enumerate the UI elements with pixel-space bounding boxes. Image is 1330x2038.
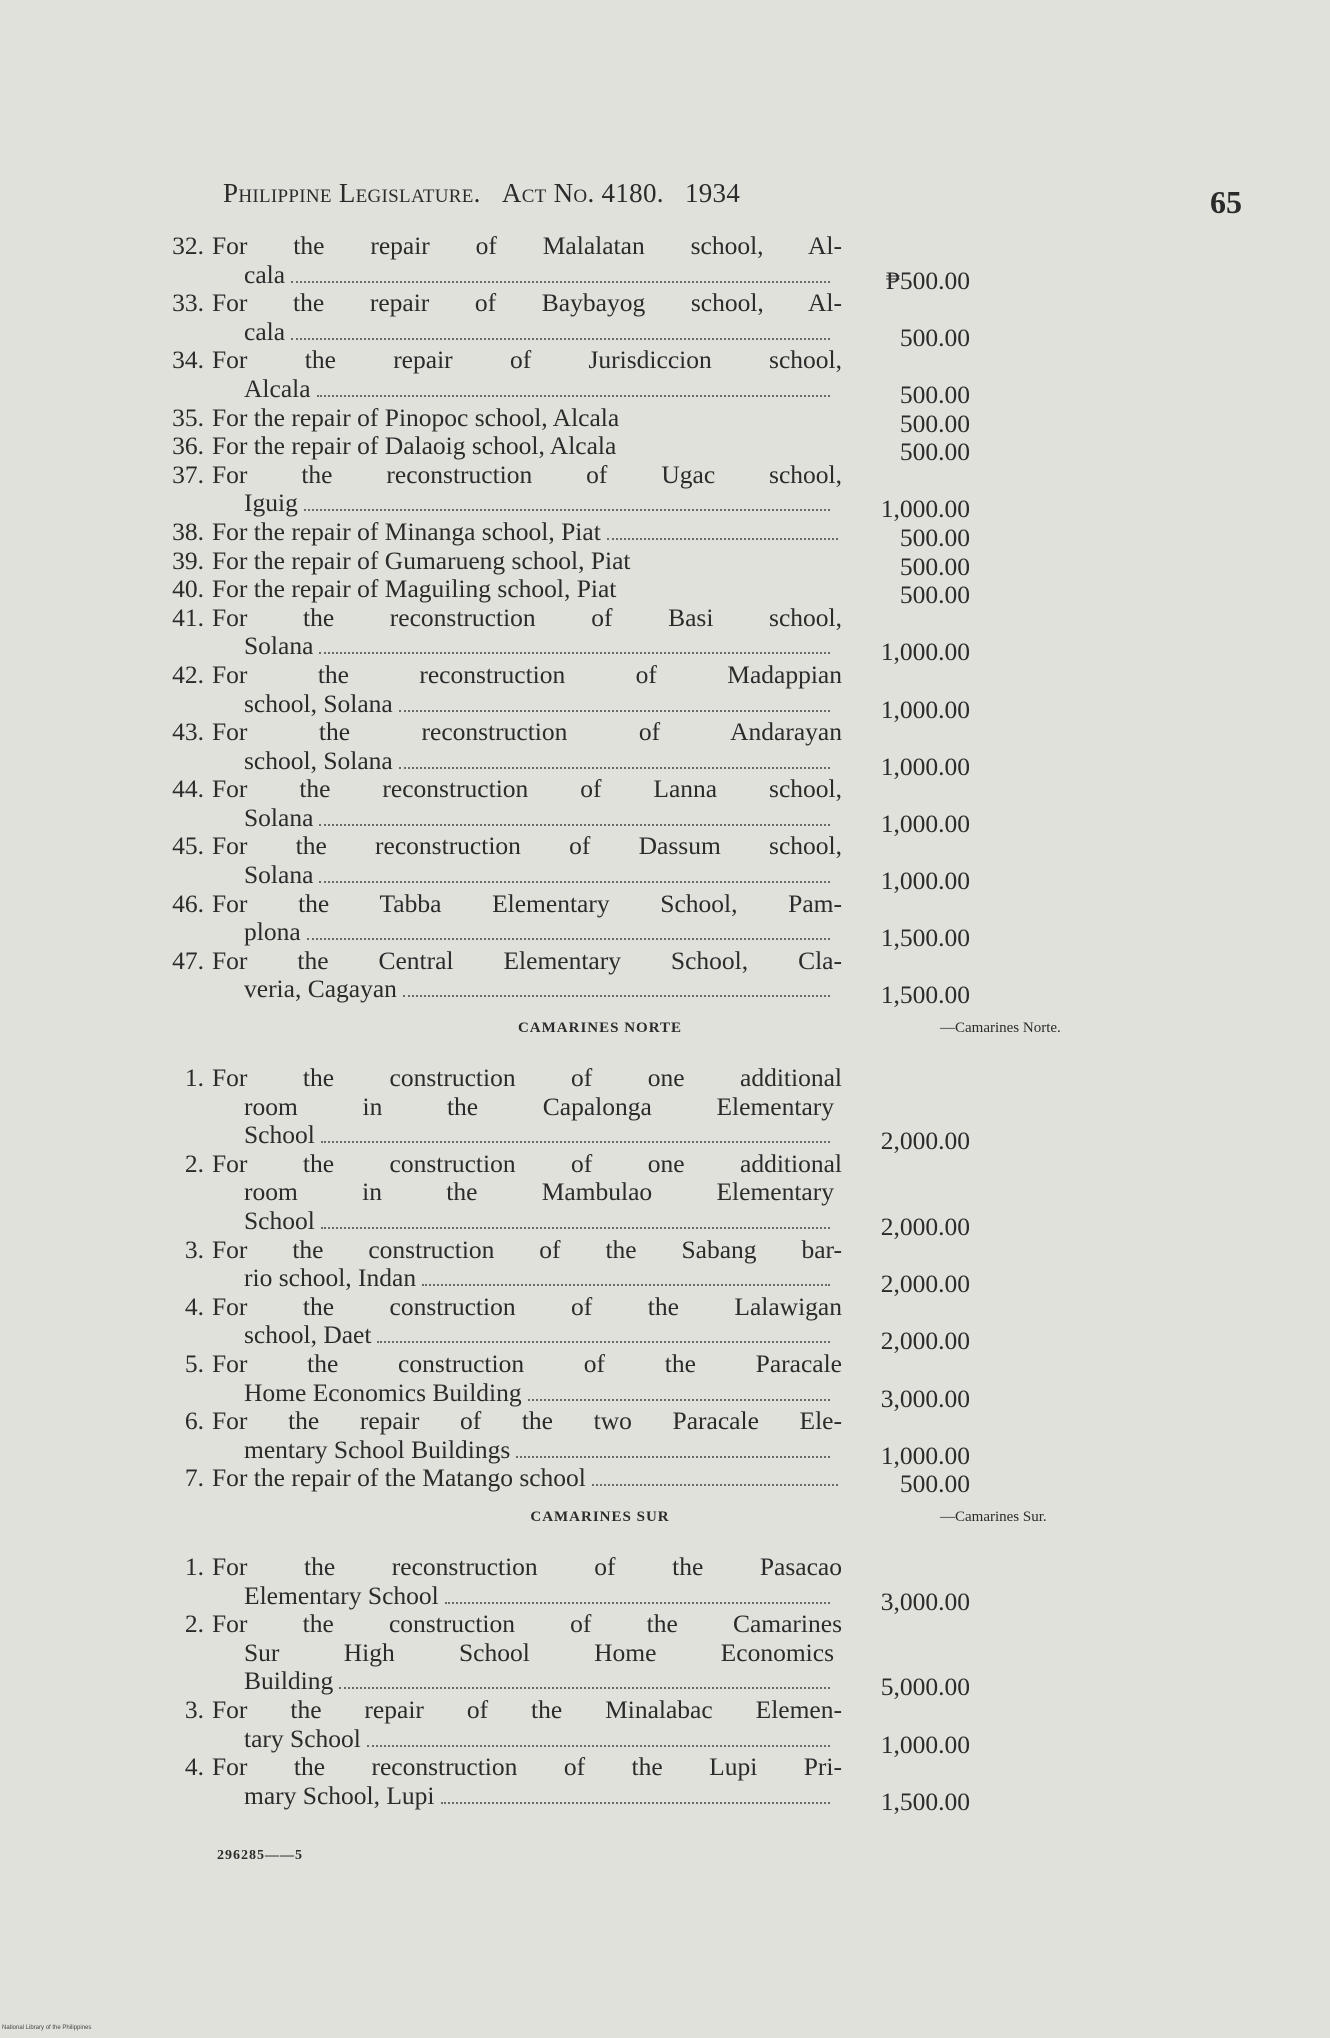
entry-text: room in the Mambulao Elementary (244, 1178, 834, 1207)
dot-leader (317, 395, 830, 397)
dot-leader (321, 1141, 830, 1143)
dot-leader (516, 1456, 830, 1458)
entry-text-line: mentary School Buildings (244, 1435, 511, 1464)
entry-text: For the construction of the Camarines (212, 1610, 842, 1639)
entry-text (244, 318, 834, 347)
entry-text (244, 1582, 834, 1611)
entry-amount: 500.00 (899, 522, 970, 552)
entry-text (244, 1207, 834, 1236)
entry-text-line: school, Solana (244, 746, 393, 775)
printer-code: 296285——5 (217, 1848, 303, 1863)
entry-text-line: For the repair of the Matango school (212, 1464, 586, 1493)
entry-text (244, 1264, 834, 1293)
running-header (223, 178, 740, 209)
entry-number: 40. (172, 574, 204, 604)
entry-amount: 500.00 (899, 1469, 970, 1499)
dot-leader (291, 281, 830, 283)
entry-number: 1. (184, 1063, 204, 1093)
entry-amount: 1,000.00 (880, 866, 970, 896)
section-heading-block (150, 1493, 1047, 1553)
appropriation-entry (150, 831, 970, 896)
library-credit: National Library of the Philippines (2, 2025, 92, 2031)
appropriation-list (150, 231, 1061, 1816)
entry-number: 42. (172, 659, 204, 689)
entry-amount: 500.00 (899, 551, 970, 581)
header-year: 1934 (684, 178, 741, 208)
entry-amount: 1,500.00 (880, 1786, 970, 1816)
entry-text: For the repair of Baybayog school, Al- (212, 289, 842, 318)
entry-number: 34. (172, 345, 204, 375)
dot-leader (319, 824, 830, 826)
appropriation-entry (150, 774, 970, 838)
entry-number: 4. (184, 1291, 204, 1321)
entry-text (212, 575, 842, 604)
entry-text-line: For the repair of Maguiling school, Piat (212, 575, 617, 604)
entry-text-line: School (244, 1121, 315, 1150)
entry-text (244, 632, 834, 661)
section-heading: CAMARINES SUR (530, 1508, 670, 1525)
dot-leader (307, 938, 830, 940)
dot-leader (291, 338, 830, 340)
appropriation-entry (150, 659, 970, 724)
entry-text (244, 261, 834, 290)
entry-text-line: Home Economics Building (244, 1378, 522, 1407)
entry-text (244, 489, 834, 518)
entry-text-line: school, Daet (244, 1321, 372, 1350)
entry-text-line: For the repair of Gumarueng school, Piat (212, 546, 631, 575)
entry-number: 6. (184, 1406, 204, 1436)
dot-leader (319, 652, 830, 654)
entry-amount: 5,000.00 (880, 1672, 970, 1702)
entry-number: 46. (172, 888, 204, 918)
appropriation-entry (150, 545, 970, 581)
header-act: Act No. 4180. (501, 178, 664, 208)
entry-amount: ₱500.00 (885, 265, 970, 295)
entry-number: 47. (172, 945, 204, 975)
entry-text: For the construction of the Lalawigan (212, 1292, 842, 1321)
appropriation-entry (150, 1406, 970, 1470)
header-title: Philippine Legislature. (223, 178, 481, 208)
appropriation-entry (150, 1694, 970, 1759)
entry-number: 2. (184, 1148, 204, 1178)
entry-text (244, 1321, 834, 1350)
entry-text: For the reconstruction of Basi school, (212, 603, 842, 632)
entry-text-line: cala (244, 260, 286, 289)
entry-number: 44. (172, 774, 204, 804)
appropriation-entry (150, 516, 970, 552)
entry-text (244, 1782, 834, 1811)
dot-leader (321, 1227, 830, 1229)
dot-leader (607, 538, 838, 540)
entry-amount: 3,000.00 (880, 1586, 970, 1616)
entry-amount: 2,000.00 (880, 1326, 970, 1356)
entry-text (244, 918, 834, 947)
entry-text (212, 547, 842, 576)
entry-text: For the reconstruction of Andarayan (212, 718, 842, 747)
appropriation-entry (150, 1551, 970, 1616)
entry-amount: 1,000.00 (880, 637, 970, 667)
entry-amount: 500.00 (899, 408, 970, 438)
margin-note: —Camarines Norte. (940, 1020, 1061, 1037)
entry-text: For the construction of one additional (212, 1149, 842, 1178)
entry-text (244, 690, 834, 719)
entry-text (244, 975, 834, 1004)
entry-text-line: veria, Cagayan (244, 975, 397, 1004)
entry-text: Sur High School Home Economics (244, 1638, 834, 1667)
appropriation-entry (150, 288, 970, 352)
appropriation-entry (150, 574, 970, 610)
entry-number: 3. (184, 1694, 204, 1724)
entry-number: 35. (172, 402, 204, 432)
dot-leader (319, 881, 830, 883)
entry-text: For the Tabba Elementary School, Pam- (212, 889, 842, 918)
dot-leader (304, 509, 830, 511)
entry-text-line: Iguig (244, 489, 298, 518)
entry-amount: 2,000.00 (880, 1269, 970, 1299)
entry-text-line: rio school, Indan (244, 1264, 417, 1293)
entry-text-line: Elementary School (244, 1581, 439, 1610)
appropriation-entry (150, 602, 970, 667)
entry-number: 2. (184, 1609, 204, 1639)
entry-amount: 1,000.00 (880, 494, 970, 524)
entry-text-line: School (244, 1207, 315, 1235)
entry-amount: 3,000.00 (880, 1383, 970, 1413)
appropriation-entry (150, 1609, 970, 1702)
appropriation-entry (150, 231, 970, 295)
entry-text: For the reconstruction of Ugac school, (212, 460, 842, 489)
entry-text: For the repair of the Minalabac Elemen- (212, 1695, 842, 1724)
entry-text (244, 1379, 834, 1408)
entry-text (244, 861, 834, 890)
entry-text: For the construction of the Paracale (212, 1349, 842, 1378)
dot-leader (445, 1602, 830, 1604)
entry-text: For the reconstruction of the Lupi Pri- (212, 1753, 842, 1782)
entry-text (212, 518, 842, 547)
entry-text: For the repair of Jurisdiccion school, (212, 346, 842, 375)
appropriation-entry (150, 1348, 970, 1413)
dot-leader (422, 1284, 830, 1286)
entry-number: 38. (172, 516, 204, 546)
dot-leader (403, 995, 830, 997)
entry-text (212, 1464, 842, 1493)
dot-leader (339, 1687, 830, 1689)
entry-text-line: For the repair of Pinopoc school, Alcala (212, 403, 620, 432)
entry-text (244, 1436, 834, 1465)
section-heading: CAMARINES NORTE (517, 1020, 683, 1037)
entry-text (212, 432, 842, 461)
appropriation-entry (150, 431, 970, 467)
appropriation-entry (150, 1463, 970, 1499)
entry-number: 45. (172, 831, 204, 861)
entry-amount: 1,000.00 (880, 1440, 970, 1470)
entry-number: 4. (184, 1752, 204, 1782)
margin-note: —Camarines Sur. (940, 1508, 1047, 1525)
entry-text (244, 1121, 834, 1150)
appropriation-entry (150, 888, 970, 953)
appropriation-entry (150, 717, 970, 781)
entry-text-line: Solana (244, 632, 314, 661)
entry-text-line: school, Solana (244, 689, 393, 718)
appropriation-entry (150, 1063, 970, 1156)
entry-text (212, 404, 842, 433)
entry-text (244, 375, 834, 404)
entry-text-line: Building (244, 1667, 334, 1696)
entry-number: 36. (172, 431, 204, 461)
entry-number: 7. (184, 1463, 204, 1493)
appropriation-entry (150, 345, 970, 409)
entry-amount: 500.00 (899, 379, 970, 409)
entry-text-line: mary School, Lupi (244, 1781, 435, 1810)
entry-number: 33. (172, 288, 204, 318)
appropriation-entry (150, 1234, 970, 1299)
dot-leader (441, 1802, 830, 1804)
entry-number: 5. (184, 1348, 204, 1378)
entry-number: 39. (172, 545, 204, 575)
entry-text: For the repair of the two Paracale Ele- (212, 1407, 842, 1436)
entry-text: For the reconstruction of Madappian (212, 660, 842, 689)
dot-leader (399, 710, 830, 712)
entry-text-line: For the repair of Minanga school, Piat (212, 517, 601, 546)
appropriation-entry (150, 945, 970, 1010)
entry-number: 41. (172, 602, 204, 632)
entry-text: For the reconstruction of Dassum school, (212, 832, 842, 861)
entry-text: For the construction of the Sabang bar- (212, 1235, 842, 1264)
entry-number: 37. (172, 459, 204, 489)
dot-leader (367, 1745, 830, 1747)
entry-amount: 2,000.00 (880, 1212, 970, 1241)
entry-amount: 500.00 (899, 437, 970, 467)
entry-number: 3. (184, 1234, 204, 1264)
appropriation-entry (150, 1148, 970, 1241)
appropriation-entry (150, 402, 970, 438)
page-number: 65 (1210, 184, 1242, 220)
section-heading-block (150, 1004, 1061, 1064)
entry-amount: 2,000.00 (880, 1126, 970, 1156)
dot-leader (592, 1484, 838, 1486)
entry-text-line: For the repair of Dalaoig school, Alcala (212, 432, 617, 461)
entry-text-line: plona (244, 918, 301, 947)
entry-text: For the repair of Malalatan school, Al- (212, 232, 842, 260)
entry-text (244, 1667, 834, 1696)
entry-text: room in the Capalonga Elementary (244, 1092, 834, 1121)
entry-text: For the reconstruction of the Pasacao (212, 1552, 842, 1581)
entry-text-line: Alcala (244, 374, 311, 403)
entry-amount: 1,500.00 (880, 980, 970, 1010)
entry-text: For the Central Elementary School, Cla- (212, 946, 842, 975)
entry-amount: 500.00 (899, 580, 970, 610)
entry-number: 43. (172, 717, 204, 747)
dot-leader (528, 1399, 830, 1401)
entry-text (244, 747, 834, 776)
entry-number: 1. (184, 1551, 204, 1581)
entry-amount: 1,000.00 (880, 1729, 970, 1759)
entry-amount: 1,500.00 (880, 923, 970, 953)
entry-number: 32. (172, 231, 204, 260)
dot-leader (399, 767, 830, 769)
appropriation-entry (150, 1291, 970, 1356)
appropriation-entry (150, 1752, 970, 1816)
entry-text-line: Solana (244, 803, 314, 832)
entry-text-line: cala (244, 317, 286, 346)
dot-leader (377, 1341, 830, 1343)
entry-text (244, 804, 834, 833)
entry-amount: 1,000.00 (880, 751, 970, 781)
entry-text: For the construction of one additional (212, 1064, 842, 1093)
entry-amount: 1,000.00 (880, 808, 970, 838)
appropriation-entry (150, 459, 970, 524)
entry-text: For the reconstruction of Lanna school, (212, 775, 842, 804)
entry-text-line: Solana (244, 861, 314, 890)
entry-amount: 500.00 (899, 322, 970, 352)
entry-text (244, 1725, 834, 1754)
entry-amount: 1,000.00 (880, 694, 970, 724)
entry-text-line: tary School (244, 1724, 361, 1753)
